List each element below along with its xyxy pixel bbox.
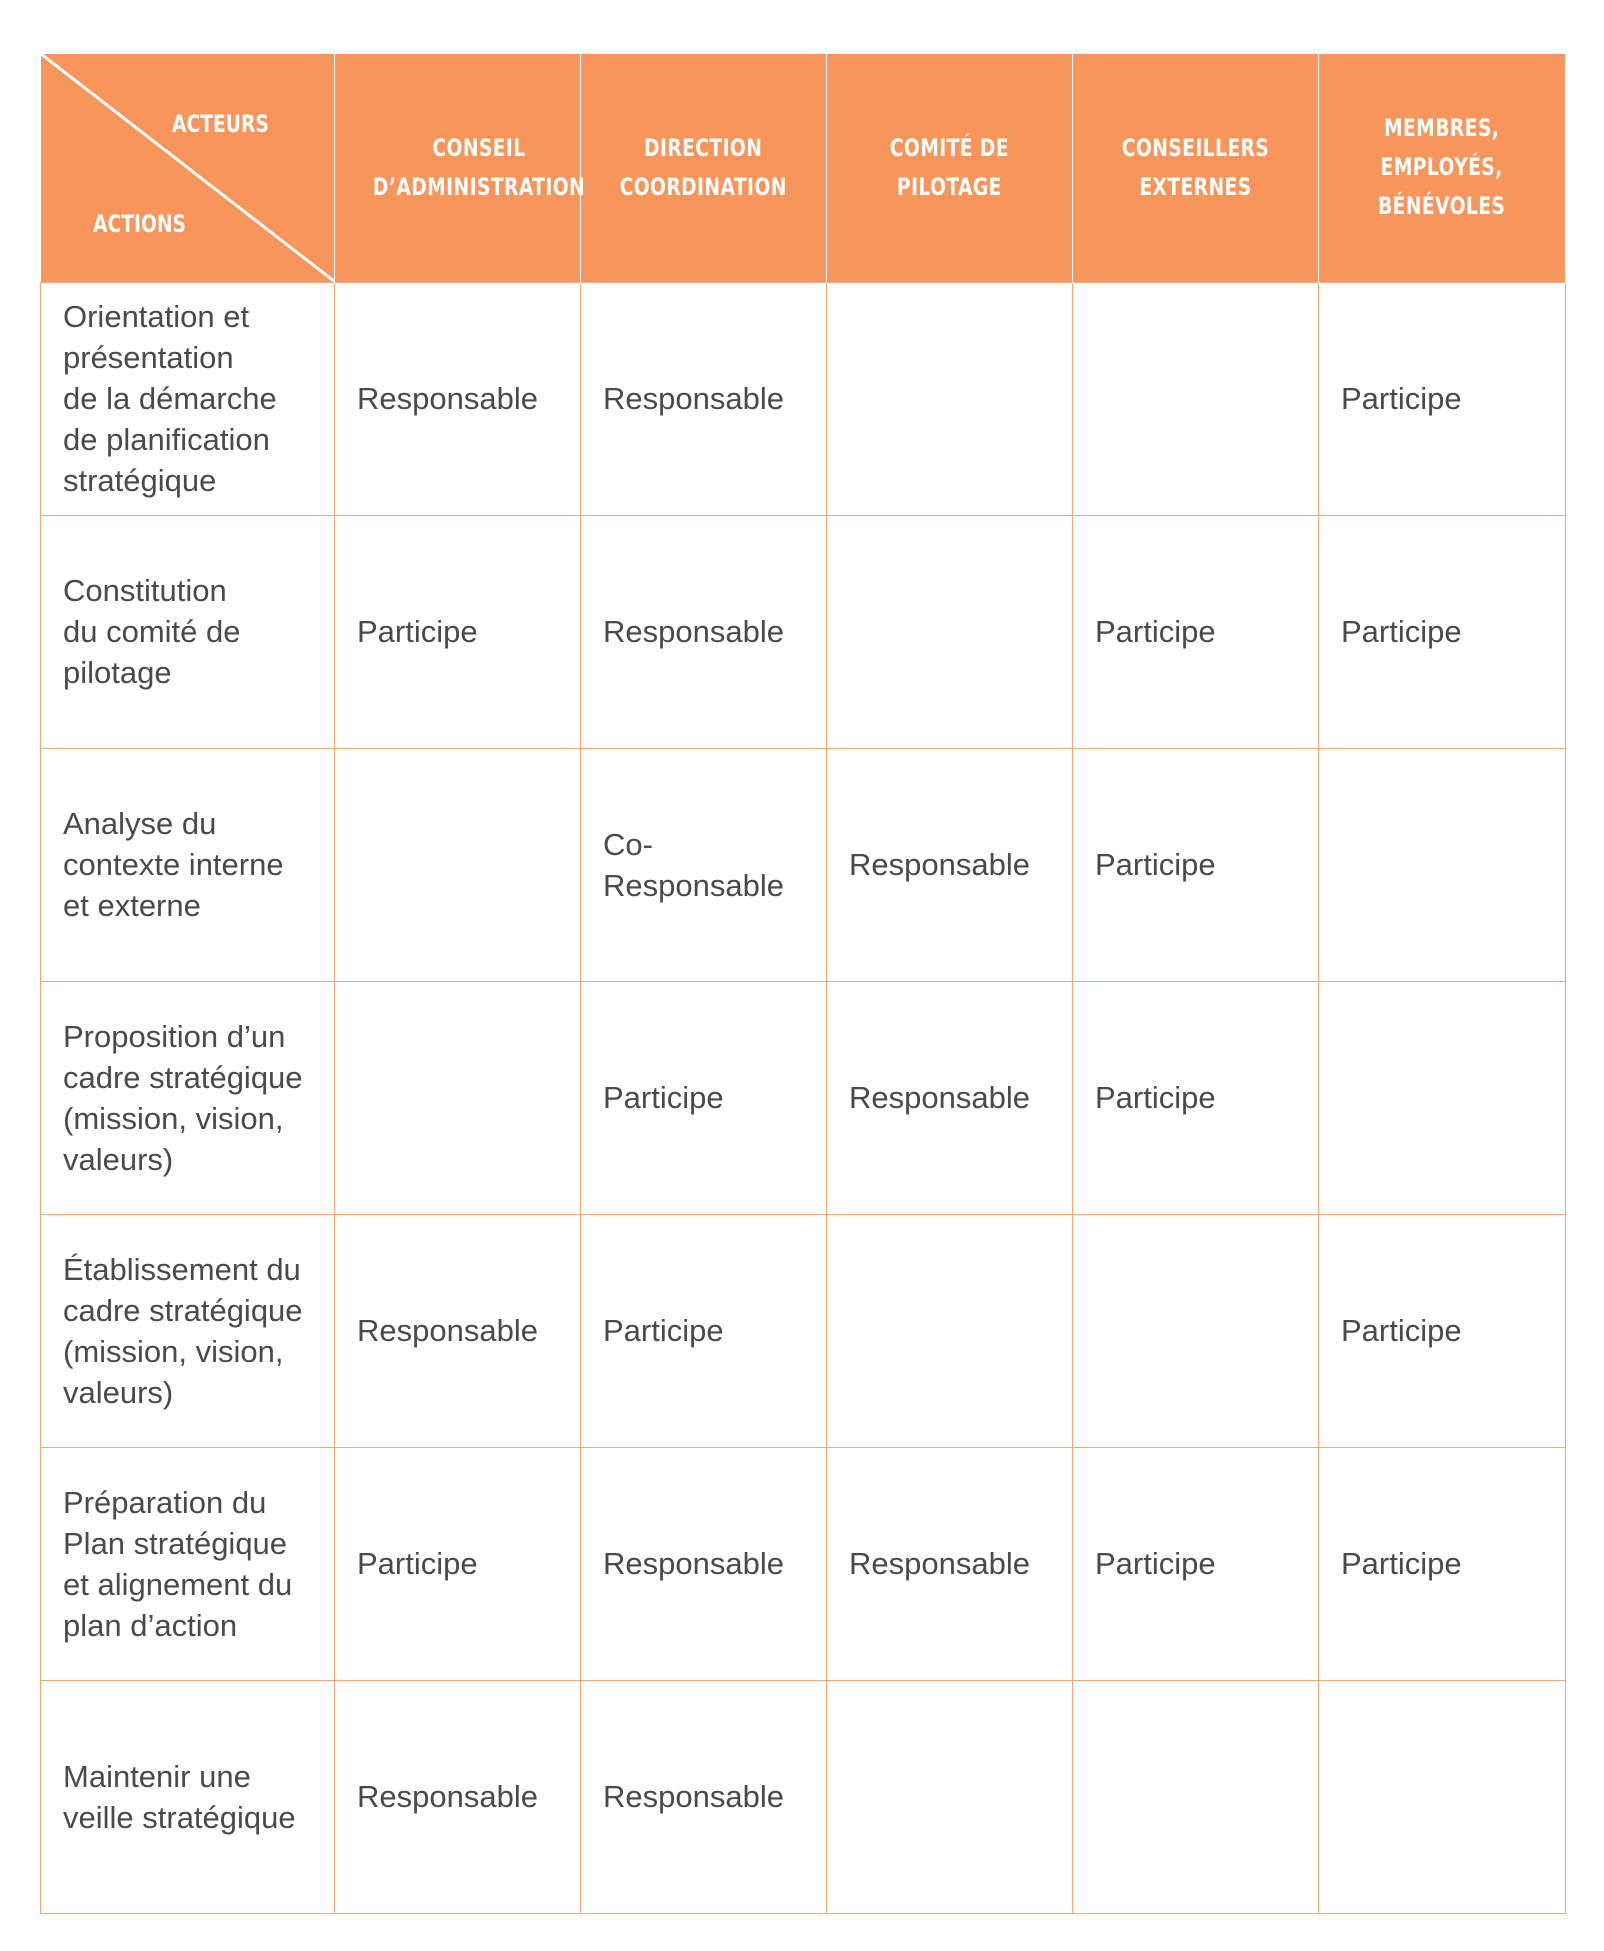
action-cell: Analyse du contexte interne et externe [41,748,335,981]
table-row [41,282,1566,515]
header-row [41,54,1566,282]
corner-label-actors: ACTEURS [171,110,269,138]
column-header-label: MEMBRES, EMPLOYÉS, BÉNÉVOLES [1378,114,1506,221]
role-cell: Responsable [335,1680,581,1913]
role-cell [827,1680,1073,1913]
column-header-conseillers [1073,54,1319,282]
action-cell: Orientation et présentation de la démarche de planification stratégique [41,282,335,515]
diagonal-divider [41,54,335,282]
role-cell: Responsable [581,1680,827,1913]
table-row [41,1447,1566,1680]
action-cell: Proposition d’un cadre stratégique (mission, vision, valeurs) [41,981,335,1214]
role-cell [1073,282,1319,515]
role-cell: Responsable [581,515,827,748]
role-cell: Participe [1073,981,1319,1214]
action-cell: Constitution du comité de pilotage [41,515,335,748]
corner-header-cell [41,54,335,282]
role-cell: Responsable [827,1447,1073,1680]
role-cell: Participe [1073,1447,1319,1680]
role-cell [1319,981,1566,1214]
role-cell: Participe [1073,515,1319,748]
role-cell: Participe [335,515,581,748]
table-row [41,1214,1566,1447]
corner-label-actions: ACTIONS [92,209,186,238]
responsibility-table [40,54,1566,1914]
role-cell [1319,748,1566,981]
role-cell [335,748,581,981]
role-cell: Responsable [827,981,1073,1214]
role-cell [335,981,581,1214]
role-cell [827,1214,1073,1447]
role-cell: Participe [1319,515,1566,748]
role-cell: Participe [581,1214,827,1447]
role-cell [1319,1680,1566,1913]
role-cell: Participe [1319,1447,1566,1680]
column-header-label: DIRECTION COORDINATION [619,133,788,201]
role-cell: Responsable [581,1447,827,1680]
role-cell: Responsable [335,282,581,515]
table-row [41,1680,1566,1913]
role-cell [827,515,1073,748]
role-cell [1073,1214,1319,1447]
role-cell: Participe [1073,748,1319,981]
column-header-label: CONSEILLERS EXTERNES [1121,133,1270,201]
column-header-conseil [335,54,586,282]
column-header-label: CONSEIL D’ADMINISTRATION [372,133,586,201]
action-cell: Établissement du cadre stratégique (mission, vision, valeurs) [41,1214,335,1447]
role-cell: Responsable [827,748,1073,981]
role-cell [827,282,1073,515]
responsibility-matrix [40,54,1565,1914]
column-header-membres [1319,54,1566,282]
table-row [41,515,1566,748]
column-header-comite [827,54,1073,282]
role-cell: Responsable [335,1214,581,1447]
role-cell: Participe [335,1447,581,1680]
role-cell: Responsable [581,282,827,515]
column-header-direction [581,54,827,282]
role-cell: Participe [1319,1214,1566,1447]
role-cell: Participe [1319,282,1566,515]
action-cell: Préparation du Plan stratégique et alignement du plan d’action [41,1447,335,1680]
role-cell: Participe [581,981,827,1214]
role-cell [1073,1680,1319,1913]
action-cell: Maintenir une veille stratégique [41,1680,335,1913]
role-cell: Co- Responsable [581,748,827,981]
column-header-label: COMITÉ DE PILOTAGE [889,133,1010,201]
table-row [41,748,1566,981]
table-row [41,981,1566,1214]
